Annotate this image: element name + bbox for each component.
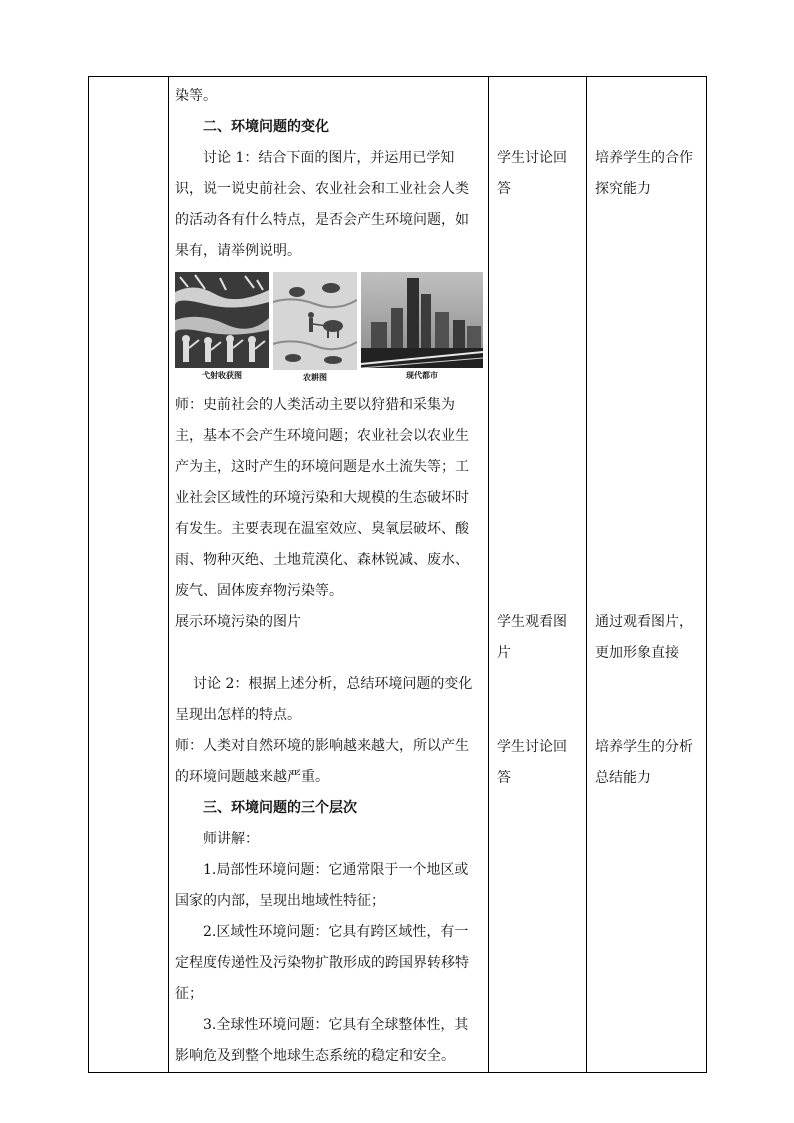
student-activity-3: 学生讨论回答 <box>497 739 567 786</box>
design-intent-3: 培养学生的分析总结能力 <box>595 739 693 786</box>
student-activity-2: 学生观看图片 <box>497 614 567 661</box>
show-pollution-pictures: 展示环境污染的图片 <box>175 614 301 630</box>
image-modern-city <box>361 272 483 381</box>
student-activity-1: 学生讨论回答 <box>497 150 567 197</box>
teacher-explanation-2: 师：人类对自然环境的影响越来越大，所以产生的环境问题越来越严重。 <box>175 738 469 785</box>
blank-column-cell <box>89 77 169 1073</box>
level-local: 1.局部性环境问题：它通常限于一个地区或国家的内部，呈现出地域性特征； <box>175 862 469 909</box>
student-activity-cell <box>489 77 587 1073</box>
modern-city-picture <box>361 272 483 368</box>
section-heading-3: 三、环境问题的三个层次 <box>203 800 357 816</box>
teacher-lecture-label: 师讲解： <box>203 831 259 847</box>
image-hunting-harvest <box>175 272 269 381</box>
image-caption-3: 现代都市 <box>406 371 438 380</box>
design-intent-cell <box>587 77 707 1073</box>
image-caption-2: 农耕图 <box>303 373 327 382</box>
discussion-2: 讨论 2：根据上述分析，总结环境问题的变化呈现出怎样的特点。 <box>175 676 473 723</box>
content-continuation: 染等。 <box>175 88 217 104</box>
teaching-content-cell <box>169 77 489 1073</box>
section-heading-2: 二、环境问题的变化 <box>203 119 329 135</box>
farming-picture <box>273 272 357 370</box>
hunting-harvest-picture <box>175 272 269 368</box>
level-regional: 2.区域性环境问题：它具有跨区域性，有一定程度传递性及污染物扩散形成的跨国界转移特征； <box>175 924 469 1002</box>
image-strip <box>175 272 482 384</box>
lesson-plan-table <box>88 76 707 1073</box>
design-intent-1: 培养学生的合作探究能力 <box>595 150 693 197</box>
level-global: 3.全球性环境问题：它具有全球整体性，其影响危及到整个地球生态系统的稳定和安全。 <box>175 1017 469 1064</box>
image-farming <box>273 272 357 383</box>
design-intent-2: 通过观看图片，更加形象直接 <box>595 614 693 661</box>
image-caption-1: 弋射收获图 <box>202 371 242 380</box>
discussion-1: 讨论 1：结合下面的图片，并运用已学知识，说一说史前社会、农业社会和工业社会人类的活动各有什么特点，是否会产生环境问题，如果有，请举例说明。 <box>175 150 469 259</box>
teacher-explanation-1: 师：史前社会的人类活动主要以狩猎和采集为主，基本不会产生环境问题；农业社会以农业生产为主，这时产生的环境问题是水土流失等；工业社会区域性的环境污染和大规模的生态破坏时有发生。主要表现在温室效应、臭氧层破坏、酸雨、物种灭绝、土地荒漠化、森林锐减、废水、废气、固体废弃物污染等。 <box>175 397 469 599</box>
